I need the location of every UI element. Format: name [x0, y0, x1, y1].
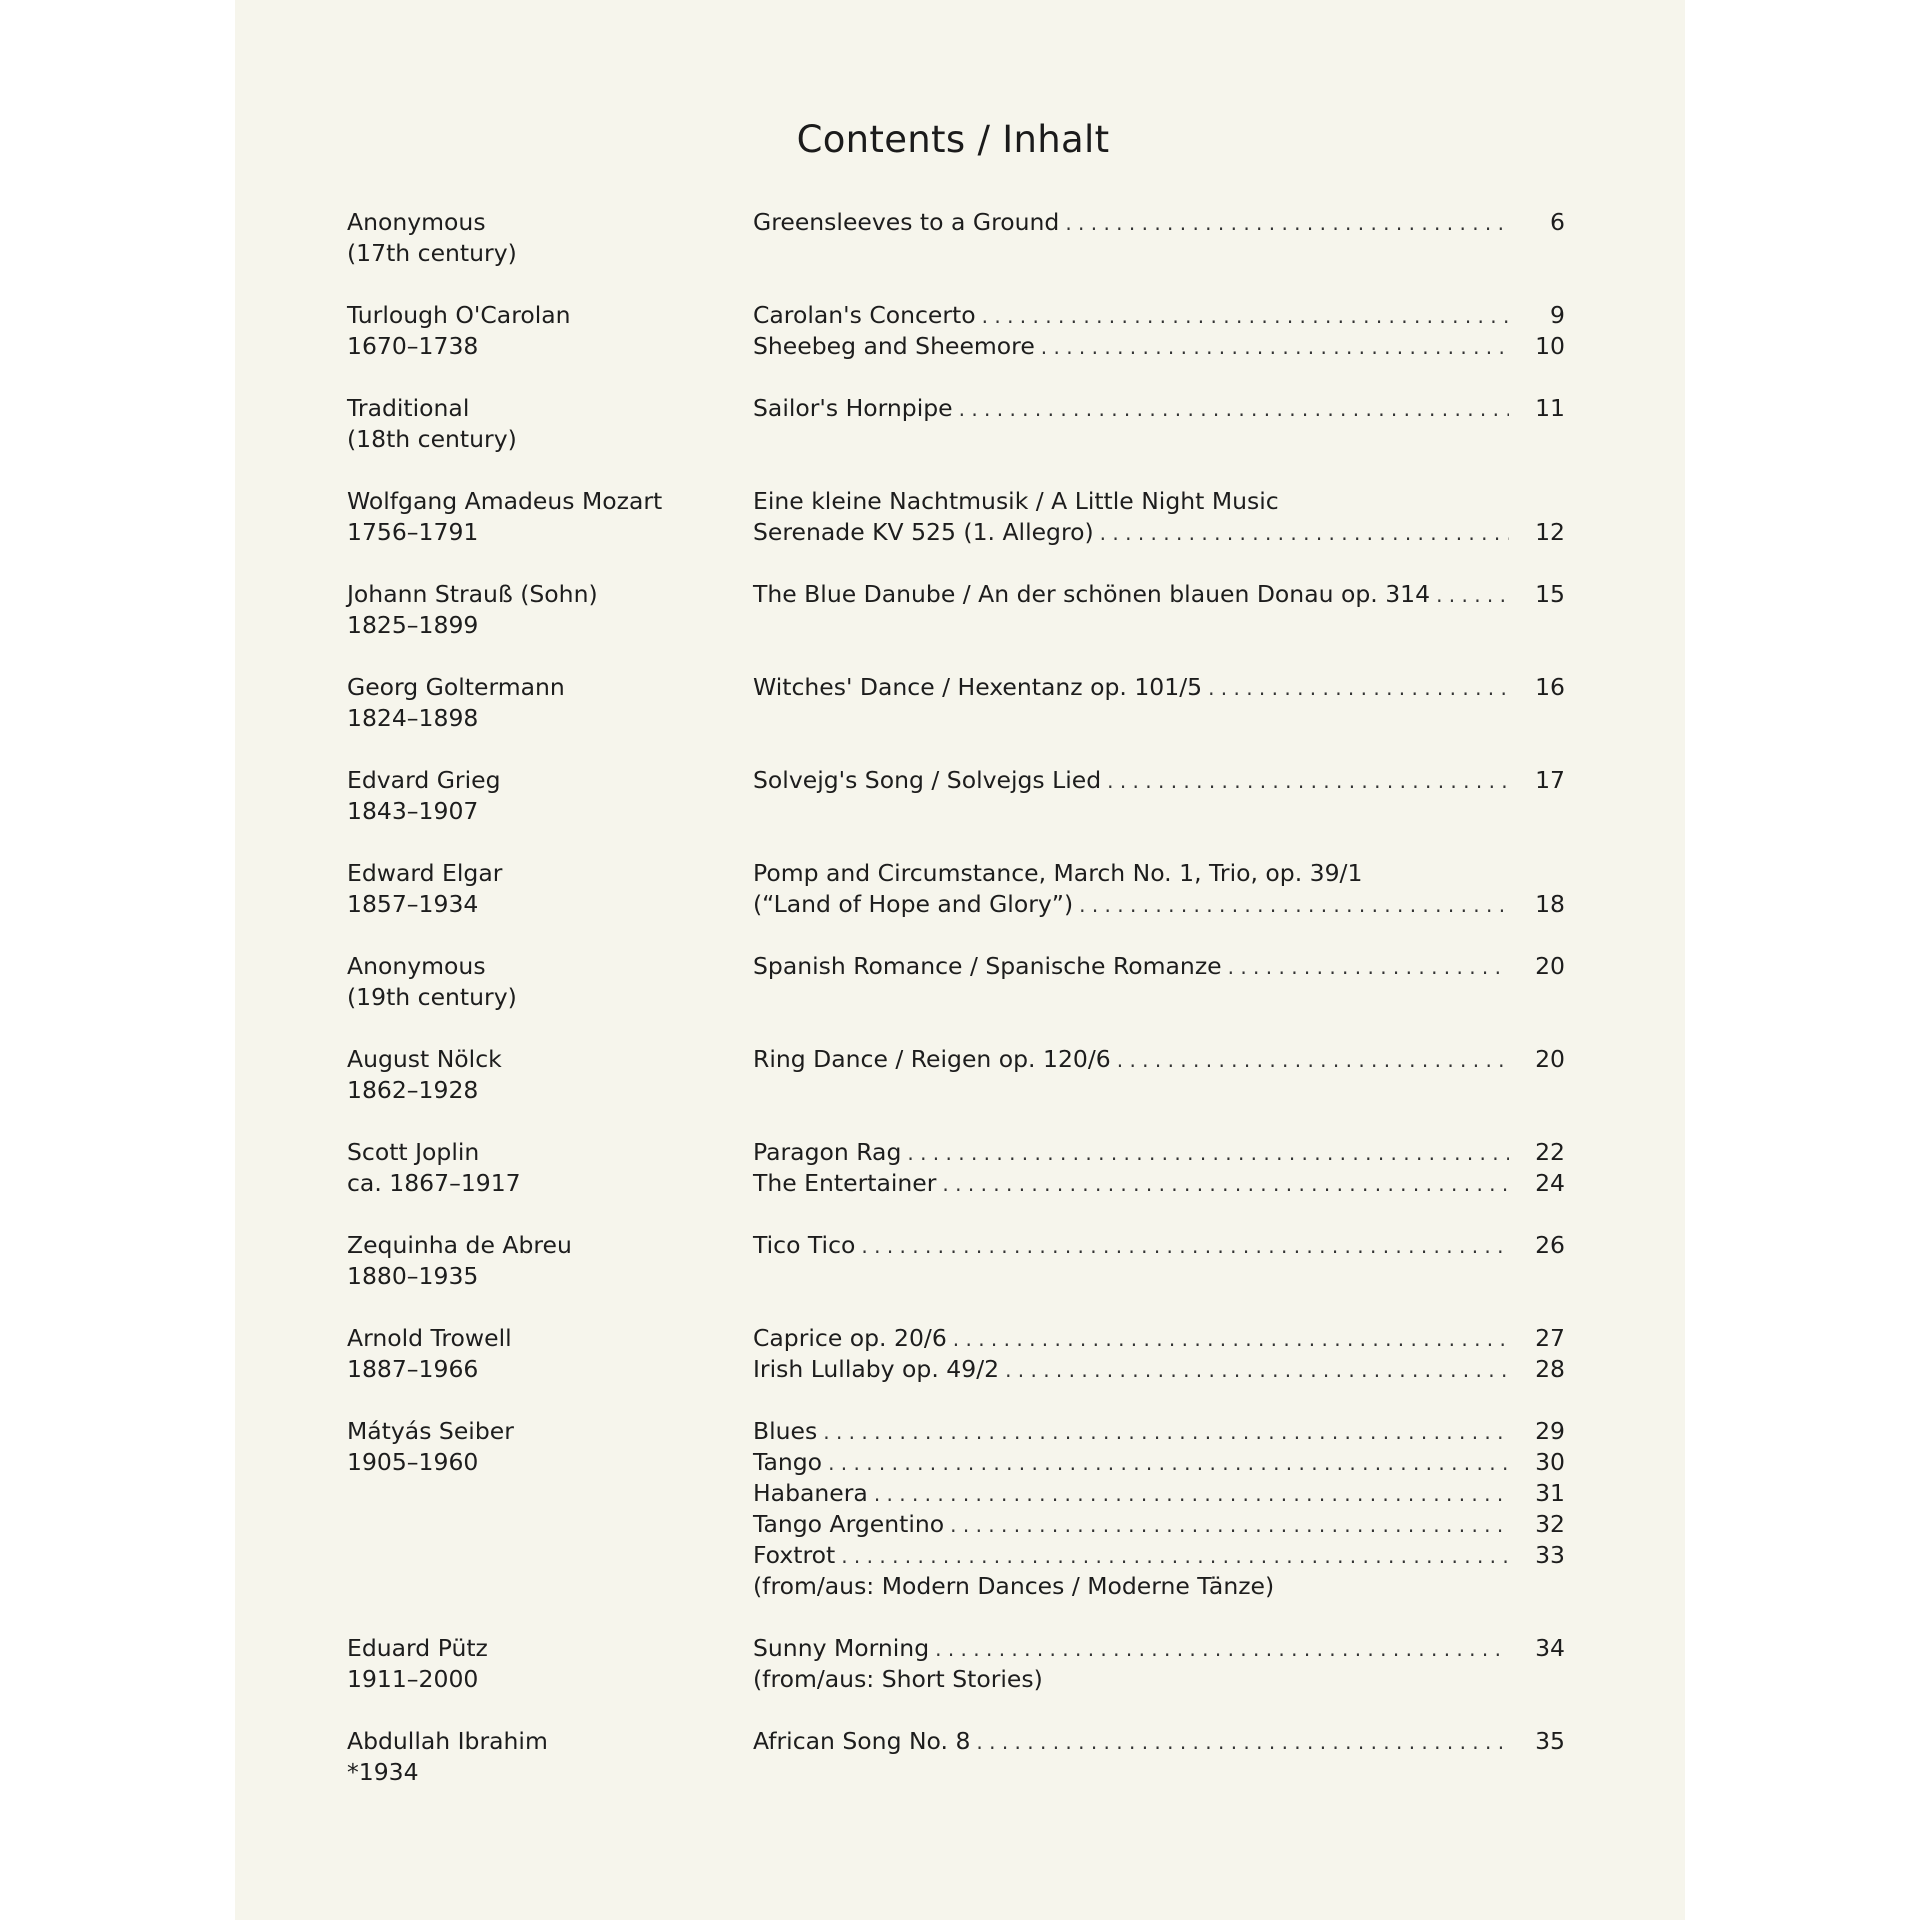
composer-dates: 1905–1960: [347, 1448, 479, 1476]
composer-name: Anonymous: [347, 952, 486, 980]
works-block: [753, 486, 1565, 548]
page-title: [235, 118, 1685, 161]
page-number: 34: [1535, 1634, 1565, 1662]
composer-dates: 1857–1934: [347, 890, 479, 918]
composer-name: Georg Goltermann: [347, 673, 565, 701]
composer-name: Johann Strauß (Sohn): [347, 580, 598, 608]
composer-name: Edvard Grieg: [347, 766, 501, 794]
dot-leader: [976, 1727, 1509, 1758]
work-title: Sunny Morning: [753, 1634, 930, 1662]
composer-dates: ca. 1867–1917: [347, 1169, 521, 1197]
work-line[interactable]: [753, 1230, 1565, 1261]
composer-block: [347, 951, 753, 1013]
contents-entry: [347, 1137, 1565, 1199]
work-line[interactable]: [753, 1416, 1565, 1447]
dot-leader: [861, 1231, 1509, 1262]
work-title: Tico Tico: [753, 1231, 856, 1259]
page-number: 12: [1535, 518, 1565, 546]
composer-block: [347, 300, 753, 362]
composer-dates: 1756–1791: [347, 518, 479, 546]
works-block: [753, 1044, 1565, 1106]
composer-dates: 1887–1966: [347, 1355, 479, 1383]
composer-block: [347, 393, 753, 455]
works-block: [753, 1323, 1565, 1385]
work-line[interactable]: [753, 1726, 1565, 1757]
page-number: 30: [1535, 1448, 1565, 1476]
contents-entry: [347, 1633, 1565, 1695]
dot-leader: [1079, 890, 1509, 921]
contents-entry: [347, 300, 1565, 362]
page-number: 24: [1535, 1169, 1565, 1197]
dot-leader: [1005, 1355, 1509, 1386]
composer-block: [347, 1230, 753, 1292]
works-block: [753, 1137, 1565, 1199]
work-title: The Blue Danube / An der schönen blauen Donau op. 314: [753, 580, 1431, 608]
work-title: Greensleeves to a Ground: [753, 208, 1060, 236]
work-line[interactable]: [753, 1478, 1565, 1509]
dot-leader: [982, 301, 1509, 332]
composer-dates: 1880–1935: [347, 1262, 479, 1290]
work-title: Solvejg's Song / Solvejgs Lied: [753, 766, 1102, 794]
work-line[interactable]: [753, 889, 1565, 920]
composer-dates: (19th century): [347, 983, 517, 1011]
works-block: [753, 579, 1565, 641]
composer-block: [347, 765, 753, 827]
contents-list: [347, 207, 1565, 1819]
work-line[interactable]: [753, 1354, 1565, 1385]
page-number: 15: [1535, 580, 1565, 608]
work-title: Paragon Rag: [753, 1138, 902, 1166]
composer-block: [347, 1323, 753, 1385]
dot-leader: [841, 1541, 1509, 1572]
page-number: 31: [1535, 1479, 1565, 1507]
page-number: 6: [1550, 208, 1565, 236]
work-title: Ring Dance / Reigen op. 120/6: [753, 1045, 1111, 1073]
work-title: Carolan's Concerto: [753, 301, 976, 329]
work-line[interactable]: [753, 300, 1565, 331]
contents-entry: [347, 1416, 1565, 1602]
page-number: 18: [1535, 890, 1565, 918]
work-line[interactable]: [753, 1633, 1565, 1664]
page-number: 35: [1535, 1727, 1565, 1755]
work-note: Pomp and Circumstance, March No. 1, Trio, op. 39/1: [753, 859, 1363, 887]
page-number: 29: [1535, 1417, 1565, 1445]
composer-dates: 1670–1738: [347, 332, 479, 360]
work-title: Serenade KV 525 (1. Allegro): [753, 518, 1094, 546]
page-number: 32: [1535, 1510, 1565, 1538]
composer-block: [347, 1044, 753, 1106]
contents-entry: [347, 951, 1565, 1013]
composer-name: Zequinha de Abreu: [347, 1231, 572, 1259]
document-page: [235, 0, 1685, 1920]
composer-block: [347, 1137, 753, 1199]
composer-name: Scott Joplin: [347, 1138, 480, 1166]
work-line[interactable]: [753, 331, 1565, 362]
composer-name: Traditional: [347, 394, 470, 422]
page-number: 20: [1535, 952, 1565, 980]
work-note: (from/aus: Short Stories): [753, 1665, 1043, 1693]
works-block: [753, 393, 1565, 455]
dot-leader: [959, 394, 1509, 425]
dot-leader: [950, 1510, 1509, 1541]
work-line[interactable]: [753, 579, 1565, 610]
work-line[interactable]: [753, 1323, 1565, 1354]
composer-name: Abdullah Ibrahim: [347, 1727, 548, 1755]
composer-block: [347, 858, 753, 920]
composer-block: [347, 207, 753, 269]
work-line[interactable]: [753, 1168, 1565, 1199]
page-number: 11: [1535, 394, 1565, 422]
page-number: 22: [1535, 1138, 1565, 1166]
work-title: Sailor's Hornpipe: [753, 394, 953, 422]
work-title: Caprice op. 20/6: [753, 1324, 947, 1352]
dot-leader: [942, 1169, 1509, 1200]
contents-entry: [347, 579, 1565, 641]
composer-dates: 1825–1899: [347, 611, 479, 639]
dot-leader: [1041, 332, 1509, 363]
page-number: 27: [1535, 1324, 1565, 1352]
composer-dates: 1862–1928: [347, 1076, 479, 1104]
composer-name: Eduard Pütz: [347, 1634, 488, 1662]
dot-leader: [823, 1417, 1509, 1448]
work-title: Spanish Romance / Spanische Romanze: [753, 952, 1222, 980]
work-line[interactable]: [753, 517, 1565, 548]
contents-entry: [347, 1726, 1565, 1788]
dot-leader: [1436, 580, 1509, 611]
contents-entry: [347, 1230, 1565, 1292]
contents-entry: [347, 393, 1565, 455]
dot-leader: [1228, 952, 1509, 983]
work-title: Tango: [753, 1448, 823, 1476]
work-line[interactable]: [753, 393, 1565, 424]
dot-leader: [935, 1634, 1509, 1665]
works-block: [753, 672, 1565, 734]
dot-leader: [1100, 518, 1509, 549]
contents-entry: [347, 207, 1565, 269]
dot-leader: [907, 1138, 1509, 1169]
work-line[interactable]: [753, 951, 1565, 982]
composer-block: [347, 672, 753, 734]
work-line[interactable]: [753, 1509, 1565, 1540]
composer-dates: *1934: [347, 1758, 419, 1786]
composer-block: [347, 486, 753, 548]
dot-leader: [828, 1448, 1509, 1479]
page-number: 9: [1550, 301, 1565, 329]
works-block: [753, 1726, 1565, 1788]
page-number: 10: [1535, 332, 1565, 360]
composer-dates: 1911–2000: [347, 1665, 479, 1693]
work-note: Eine kleine Nachtmusik / A Little Night Music: [753, 487, 1279, 515]
composer-dates: 1843–1907: [347, 797, 479, 825]
works-block: [753, 1230, 1565, 1292]
work-line[interactable]: [753, 765, 1565, 796]
work-title: Habanera: [753, 1479, 868, 1507]
work-line[interactable]: [753, 1137, 1565, 1168]
composer-dates: (18th century): [347, 425, 517, 453]
works-block: [753, 300, 1565, 362]
work-line[interactable]: [753, 1044, 1565, 1075]
dot-leader: [953, 1324, 1509, 1355]
work-line[interactable]: [753, 207, 1565, 238]
page-number: 20: [1535, 1045, 1565, 1073]
contents-entry: [347, 1323, 1565, 1385]
dot-leader: [1208, 673, 1509, 704]
composer-block: [347, 579, 753, 641]
works-block: [753, 858, 1565, 920]
page-title-text: Contents / Inhalt: [796, 118, 1110, 161]
work-title: African Song No. 8: [753, 1727, 971, 1755]
composer-block: [347, 1416, 753, 1602]
composer-name: Anonymous: [347, 208, 486, 236]
work-title: Blues: [753, 1417, 818, 1445]
works-block: [753, 1416, 1565, 1602]
composer-dates: (17th century): [347, 239, 517, 267]
page-number: 33: [1535, 1541, 1565, 1569]
dot-leader: [874, 1479, 1509, 1510]
work-line[interactable]: [753, 672, 1565, 703]
composer-name: Turlough O'Carolan: [347, 301, 571, 329]
work-line[interactable]: [753, 1447, 1565, 1478]
work-title: Witches' Dance / Hexentanz op. 101/5: [753, 673, 1203, 701]
work-title: Irish Lullaby op. 49/2: [753, 1355, 1000, 1383]
works-block: [753, 1633, 1565, 1695]
composer-block: [347, 1633, 753, 1695]
contents-entry: [347, 1044, 1565, 1106]
works-block: [753, 951, 1565, 1013]
work-title: Sheebeg and Sheemore: [753, 332, 1035, 360]
composer-name: August Nölck: [347, 1045, 502, 1073]
page-number: 26: [1535, 1231, 1565, 1259]
work-title: (“Land of Hope and Glory”): [753, 890, 1074, 918]
composer-name: Wolfgang Amadeus Mozart: [347, 487, 663, 515]
contents-entry: [347, 765, 1565, 827]
composer-dates: 1824–1898: [347, 704, 479, 732]
contents-entry: [347, 672, 1565, 734]
works-block: [753, 207, 1565, 269]
page-number: 17: [1535, 766, 1565, 794]
page-number: 28: [1535, 1355, 1565, 1383]
dot-leader: [1107, 766, 1509, 797]
dot-leader: [1117, 1045, 1509, 1076]
work-title: Foxtrot: [753, 1541, 836, 1569]
work-title: Tango Argentino: [753, 1510, 945, 1538]
page-number: 16: [1535, 673, 1565, 701]
composer-name: Edward Elgar: [347, 859, 503, 887]
contents-entry: [347, 858, 1565, 920]
work-note: (from/aus: Modern Dances / Moderne Tänze): [753, 1572, 1275, 1600]
dot-leader: [1065, 208, 1509, 239]
composer-name: Arnold Trowell: [347, 1324, 512, 1352]
works-block: [753, 765, 1565, 827]
composer-block: [347, 1726, 753, 1788]
contents-entry: [347, 486, 1565, 548]
composer-name: Mátyás Seiber: [347, 1417, 514, 1445]
work-line[interactable]: [753, 1540, 1565, 1571]
work-title: The Entertainer: [753, 1169, 937, 1197]
